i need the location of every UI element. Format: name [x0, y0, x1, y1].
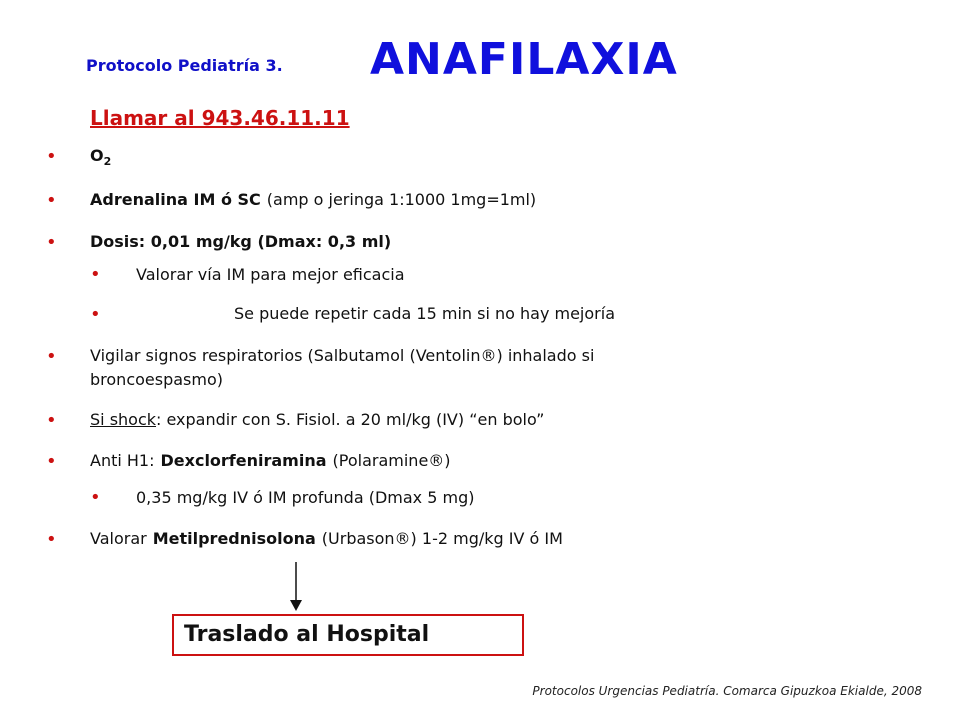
item-dosis: Dosis: 0,01 mg/kg (Dmax: 0,3 ml) [90, 232, 392, 251]
bullet-icon: • [46, 529, 57, 550]
item-dexclor-dose: 0,35 mg/kg IV ó IM profunda (Dmax 5 mg) [136, 488, 475, 507]
metil-bold: Metilprednisolona [152, 529, 316, 548]
shock-text: : expandir con S. Fisiol. a 20 ml/kg (IV) “en bolo” [156, 410, 545, 429]
bullet-icon: • [46, 232, 57, 253]
item-valorar-via: Valorar vía IM para mejor eficacia [136, 265, 405, 284]
item-vigilar-line2: broncoespasmo) [90, 370, 223, 389]
bullet-icon: • [46, 410, 57, 431]
anti-h1-bold: Dexclorfeniramina [160, 451, 327, 470]
o2-subscript: 2 [103, 155, 112, 169]
metil-suffix: (Urbason®) 1-2 mg/kg IV ó IM [321, 529, 563, 548]
item-adrenalina [90, 188, 536, 212]
item-anti-h1 [90, 449, 451, 473]
bullet-icon: • [46, 190, 57, 211]
emergency-phone-link[interactable]: Llamar al 943.46.11.11 [90, 106, 350, 130]
bullet-icon: • [90, 304, 101, 325]
bullet-icon: • [90, 264, 101, 285]
bullet-icon: • [46, 451, 57, 472]
bullet-icon: • [46, 146, 57, 167]
footer-credit: Protocolos Urgencias Pediatría. Comarca Gipuzkoa Ekialde, 2008 [532, 684, 922, 698]
adrenalina-text: (amp o jeringa 1:1000 1mg=1ml) [266, 190, 537, 209]
adrenalina-bold: Adrenalina IM ó SC [90, 190, 261, 209]
item-metil [90, 527, 563, 551]
bullet-icon: • [90, 487, 101, 508]
item-vigilar-line1: Vigilar signos respiratorios (Salbutamol (Ventolin®) inhalado si [90, 346, 595, 365]
page-title: ANAFILAXIA [370, 34, 678, 85]
protocol-label: Protocolo Pediatría 3. [86, 56, 283, 75]
bullet-icon: • [46, 346, 57, 367]
shock-underlined: Si shock [90, 410, 157, 429]
item-shock [90, 408, 544, 432]
anti-h1-prefix: Anti H1: [90, 451, 155, 470]
anti-h1-suffix: (Polaramine®) [332, 451, 451, 470]
hospital-transfer-box: Traslado al Hospital [172, 614, 524, 656]
item-repetir: Se puede repetir cada 15 min si no hay mejoría [234, 304, 615, 323]
arrow-down-icon [286, 562, 306, 612]
metil-prefix: Valorar [90, 529, 147, 548]
o2-label: O [90, 146, 104, 165]
item-o2 [90, 144, 111, 174]
